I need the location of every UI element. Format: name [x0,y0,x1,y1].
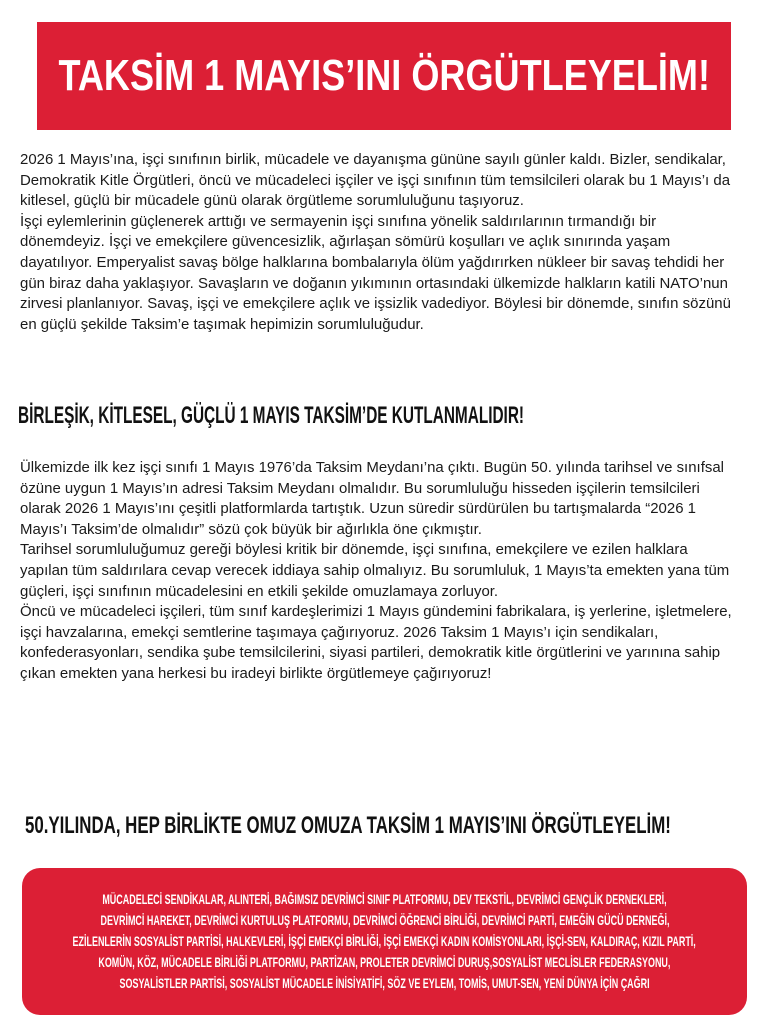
intro-paragraph-2: İşçi eylemlerinin güçlenerek arttığı ve sermayenin işçi sınıfına yönelik saldırılarının tırmandığı bir dönemdeyiz. İşçi ve emekçilere güvencesizlik, ağırlaşan sömürü koşulları ve açlık sınırında yaşam dayatılıyor. Emperyalist savaş bölge halklarına bombalarıyla ölüm yağdırırken nükleer bir savaş tehdidi her gün biraz daha yaklaşıyor. Savaşların ve doğanın yıkımının ortasındaki ülkemizde halkların katili NATO’nun zirvesi planlanıyor. Savaş, işçi ve emekçilere açlık ve işsizlik vadediyor. Böylesi bir dönemde, sınıfın sözünü en güçlü şekilde Taksim’e taşımak hepimizin sorumluluğudur. [20,212,731,333]
intro-paragraph-1: 2026 1 Mayıs’ına, işçi sınıfının birlik, mücadele ve dayanışma gününe sayılı günler kaldı. Bizler, sendikalar, Demokratik Kitle Örgütleri, öncü ve mücadeleci işçiler ve işçi sınıfının tüm temsilcileri olarak bu 1 Mayıs’ı da kitlesel, güçlü bir mücadele günü olarak örgütleme sorumluluğunu taşıyoruz. [20,151,731,210]
title-banner [37,22,731,130]
body-text [20,458,739,685]
signatories-box [22,868,747,1015]
signatories-line: DEVRİMCİ HAREKET, DEVRİMCİ KURTULUŞ PLATFORMU, DEVRİMCİ ÖĞRENCİ BİRLİĞİ, DEVRİMCİ PARTİ, EMEĞİN GÜCÜ DERNEĞİ, [100,913,669,928]
body-paragraph-2: Tarihsel sorumluluğumuz gereği böylesi kritik bir dönemde, işçi sınıfına, emekçilere ve ezilen halklara yapılan tüm saldırılara cevap verecek iddiaya sahip olmalıyız. Bu sorumluluk, 1 Mayıs’ta emekten yana tüm güçleri, işçi sınıfının mücadelesini en etkili şekilde omuzlamaya zorluyor. [20,541,730,600]
signatories-line: KOMÜN, KÖZ, MÜCADELE BİRLİĞİ PLATFORMU, PARTİZAN, PROLETER DEVRİMCİ DURUŞ,SOSYALİST MECLİSLER FEDERASYONU, [98,955,671,970]
signatories-line: EZİLENLERİN SOSYALİST PARTİSİ, HALKEVLERİ, İŞÇİ EMEKÇİ BİRLİĞİ, İŞÇİ EMEKÇİ KADIN KOMİSYONLARI, İŞÇİ-SEN, KALDIRAÇ, KIZIL PARTİ, [72,934,697,949]
page-title: TAKSİM 1 MAYIS’INI ÖRGÜTLEYELİM! [58,51,710,100]
call-to-action-heading: 50.YILINDA, HEP BİRLİKTE OMUZ OMUZA TAKSİM 1 MAYIS’INI ÖRGÜTLEYELİM! [25,812,671,839]
body-paragraph-3: Öncü ve mücadeleci işçileri, tüm sınıf kardeşlerimizi 1 Mayıs gündemini fabrikalara, iş yerlerine, işletmelere, işçi havzalarına, emekçi semtlerine taşımaya çağırıyoruz. 2026 Taksim 1 Mayıs’ı için sendikaları, konfederasyonları, sendika şube temsilcilerini, siyasi partileri, demokratik kitle örgütlerini ve yarınına sahip çıkan emekten yana herkesi bu iradeyi birlikte örgütlemeye çağırıyoruz! [20,603,732,682]
signatories-line: SOSYALİSTLER PARTİSİ, SOSYALİST MÜCADELE İNİSİYATİFİ, SÖZ VE EYLEM, TOMİS, UMUT-SEN, YENİ DÜNYA İÇİN ÇAĞRI [119,976,650,991]
intro-text [20,150,739,335]
signatories-line: MÜCADELECİ SENDİKALAR, ALINTERİ, BAĞIMSIZ DEVRİMCİ SINIF PLATFORMU, DEV TEKSTİL, DEVRİMCİ GENÇLİK DERNEKLERİ, [102,892,667,907]
body-paragraph-1: Ülkemizde ilk kez işçi sınıfı 1 Mayıs 1976’da Taksim Meydanı’na çıktı. Bugün 50. yılında tarihsel ve sınıfsal özüne uygun 1 Mayıs’ın adresi Taksim Meydanı olmalıdır. Bu sorumluluğu hisseden işçilerin temsilcileri olarak 2026 1 Mayıs’ını çeşitli platformlarda tartıştık. Uzun süredir sürdürülen bu tartışmalarda “2026 1 Mayıs’ı Taksim’de olmalıdır” sözü çok büyük bir ağırlıkla öne çıkmıştır. [20,459,724,538]
section-heading: BİRLEŞİK, KİTLESEL, GÜÇLÜ 1 MAYIS TAKSİM’DE KUTLANMALIDIR! [18,402,525,429]
